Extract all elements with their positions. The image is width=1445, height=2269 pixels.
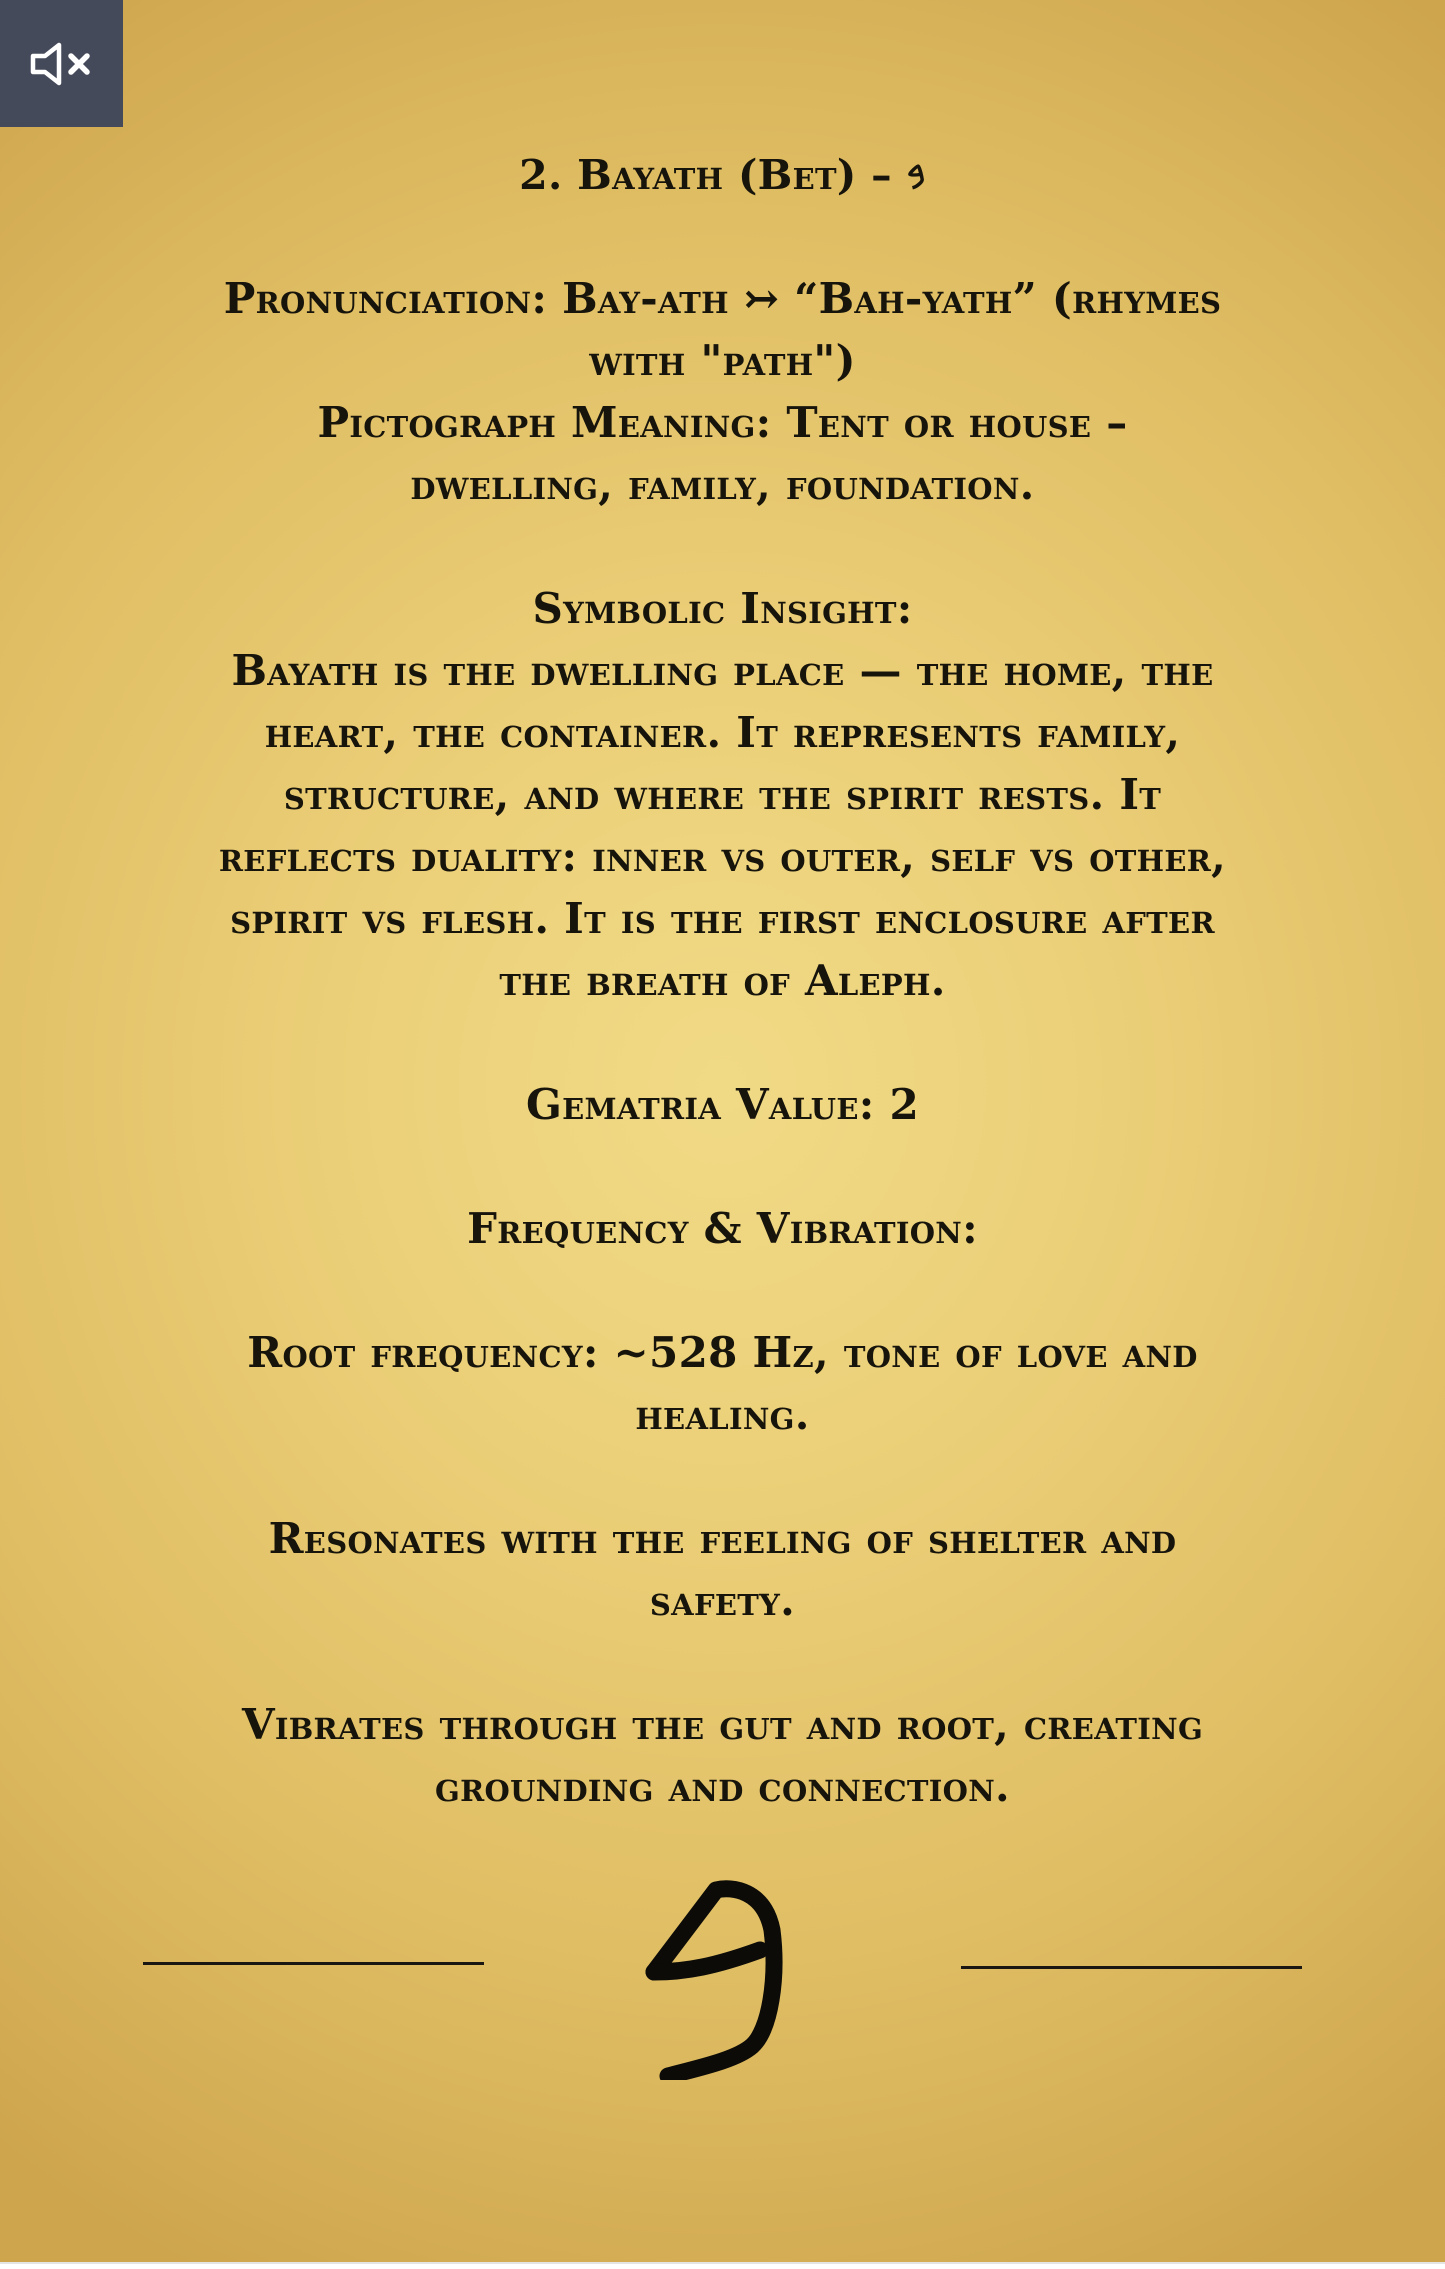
pictograph-line-1: Pictograph Meaning: Tent or house –: [317, 398, 1128, 447]
symbolic-line-3: structure, and where the spirit rests. It: [283, 770, 1162, 819]
vibrates-line-1: Vibrates through the gut and root, creating: [241, 1700, 1204, 1749]
root-frequency-line-1: Root frequency: ~528 Hz, tone of love and: [247, 1328, 1198, 1377]
pronunciation-line-1: Pronunciation: Bay-ath ↣ “Bah-yath” (rhymes: [223, 274, 1222, 323]
speaker-muted-icon: [27, 39, 97, 89]
resonates-line-1: Resonates with the feeling of shelter and: [268, 1514, 1177, 1563]
gematria-value: Gematria Value: 2: [525, 1080, 920, 1129]
card-title: 2. Bayath (Bet) – 𐤁: [519, 151, 926, 199]
resonates-line-2: safety.: [649, 1576, 796, 1625]
paleo-hebrew-bet-glyph-icon: [640, 1880, 790, 2080]
symbolic-line-4: reflects duality: inner vs outer, self vs other,: [218, 832, 1227, 881]
symbolic-line-2: heart, the container. It represents family,: [264, 708, 1181, 757]
vibrates-line-2: grounding and connection.: [435, 1762, 1010, 1811]
symbolic-line-5: spirit vs flesh. It is the first enclosure after: [230, 894, 1215, 943]
pictograph-line-2: dwelling, family, foundation.: [410, 460, 1035, 509]
frequency-heading: Frequency & Vibration:: [467, 1204, 978, 1253]
pronunciation-line-2: with "path"): [589, 336, 856, 385]
divider-left: [143, 1962, 484, 1965]
mute-button[interactable]: [0, 0, 123, 127]
card-text: [130, 144, 1315, 1818]
symbolic-line-1: Bayath is the dwelling place — the home, the: [231, 646, 1214, 695]
symbolic-heading: Symbolic Insight:: [532, 584, 913, 633]
symbolic-line-6: the breath of Aleph.: [499, 956, 946, 1005]
root-frequency-line-2: healing.: [635, 1390, 810, 1439]
divider-right: [961, 1966, 1302, 1969]
